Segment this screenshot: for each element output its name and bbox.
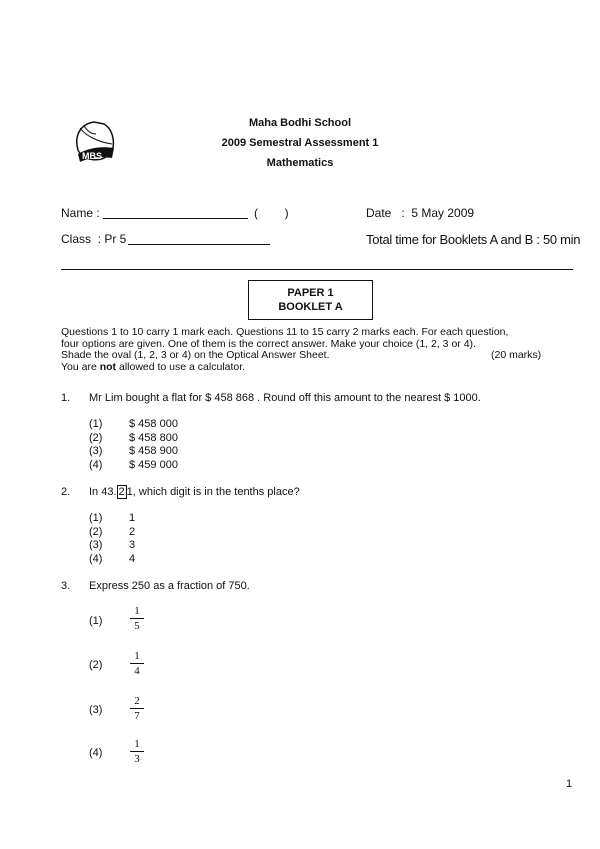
question-text: Express 250 as a fraction of 750. bbox=[89, 580, 250, 592]
option-item: (1) $ 458 000 bbox=[89, 418, 178, 430]
question-options bbox=[89, 418, 178, 472]
option-fraction: 1 4 bbox=[130, 650, 144, 677]
option-fraction: 1 3 bbox=[130, 738, 144, 765]
option-number: (3) bbox=[89, 704, 103, 716]
name-label: Name : bbox=[61, 206, 100, 220]
svg-text:MBS: MBS bbox=[82, 151, 102, 161]
option-number: (4) bbox=[89, 747, 103, 759]
paper-label: PAPER 1 bbox=[287, 287, 334, 299]
paper-booklet-box bbox=[248, 280, 373, 320]
option-item: (3) $ 458 900 bbox=[89, 445, 178, 457]
instruction-line: You are not allowed to use a calculator. bbox=[61, 360, 246, 373]
class-label: Class : Pr 5 bbox=[61, 232, 127, 246]
booklet-label: BOOKLET A bbox=[278, 301, 343, 313]
option-fraction: 2 7 bbox=[130, 695, 144, 722]
option-item: (2) 2 bbox=[89, 525, 136, 538]
total-time: Total time for Booklets A and B : 50 min bbox=[366, 232, 581, 247]
divider bbox=[61, 269, 573, 270]
option-fraction: 1 5 bbox=[130, 605, 144, 632]
assessment-title: 2009 Semestral Assessment 1 bbox=[221, 137, 379, 149]
question-text: Mr Lim bought a flat for $ 458 868 . Round off this amount to the nearest $ 1000. bbox=[89, 392, 481, 404]
instructions bbox=[61, 327, 581, 373]
option-item: (3) 3 bbox=[89, 539, 136, 551]
question-number: 2. bbox=[61, 486, 71, 498]
question-text: In 43. 2 1, which digit is in the tenths place? bbox=[89, 486, 300, 498]
option-number: (2) bbox=[89, 659, 103, 671]
boxed-digit: 2 bbox=[118, 486, 125, 498]
question-options bbox=[89, 512, 135, 566]
option-item: (1) 1 bbox=[89, 512, 136, 524]
name-field[interactable] bbox=[103, 218, 248, 219]
date-label: Date : 5 May 2009 bbox=[366, 206, 475, 220]
question-number: 1. bbox=[61, 392, 71, 404]
page-number: 1 bbox=[566, 778, 573, 790]
class-field[interactable] bbox=[128, 244, 270, 245]
question-number: 3. bbox=[61, 580, 71, 592]
option-item: (2) $ 458 800 bbox=[89, 431, 178, 444]
instruction-line: four options are given. One of them is the correct answer. Make your choice (1, 2, 3 or 4). bbox=[61, 337, 476, 350]
marks-label: (20 marks) bbox=[491, 349, 542, 361]
option-number: (1) bbox=[89, 615, 103, 627]
instruction-line: Shade the oval (1, 2, 3 or 4) on the Optical Answer Sheet. bbox=[61, 349, 330, 361]
option-item: (4) $ 459 000 bbox=[89, 458, 178, 471]
school-name: Maha Bodhi School bbox=[248, 117, 352, 129]
option-item: (4) 4 bbox=[89, 552, 136, 565]
index-number-field[interactable]: ( ) bbox=[254, 206, 289, 220]
subject-title: Mathematics bbox=[266, 157, 334, 169]
instruction-line: Questions 1 to 10 carry 1 mark each. Questions 11 to 15 carry 2 marks each. For each question, bbox=[61, 326, 509, 338]
